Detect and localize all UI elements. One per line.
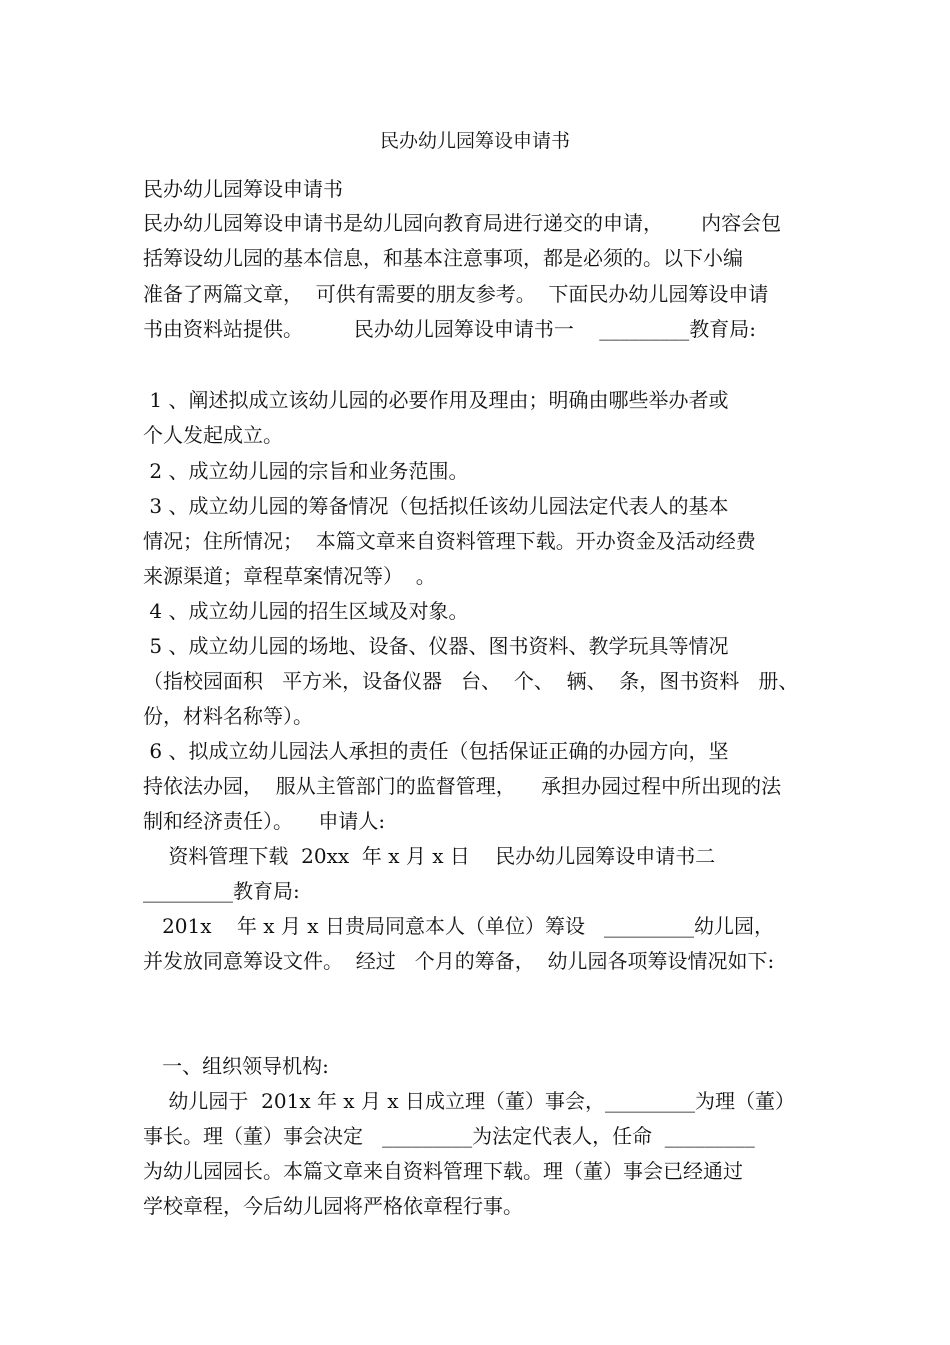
text-line: 民办幼儿园筹设申请书 xyxy=(143,177,343,201)
text-line: 事长。理（董）事会决定 _________为法定代表人，任命 _________ xyxy=(143,1124,755,1148)
text-line: 6 、拟成立幼儿园法人承担的责任（包括保证正确的办园方向，坚 xyxy=(143,739,729,763)
text-line: 书由资料站提供。 民办幼儿园筹设申请书一 _________教育局: xyxy=(143,317,757,341)
text-line: 幼儿园于 201x 年 x 月 x 日成立理（董）事会，_________为理（董） xyxy=(143,1089,795,1113)
text-line: 持依法办园， 服从主管部门的监督管理， 承担办园过程中所出现的法 xyxy=(143,774,782,798)
text-line: 括筹设幼儿园的基本信息，和基本注意事项，都是必须的。以下小编 xyxy=(143,246,743,270)
document-title: 民办幼儿园筹设申请书 xyxy=(379,130,570,152)
text-line: 1 、阐述拟成立该幼儿园的必要作用及理由；明确由哪些举办者或 xyxy=(143,388,729,412)
text-line: 5 、成立幼儿园的场地、设备、仪器、图书资料、教学玩具等情况 xyxy=(143,634,729,658)
section-heading: 一、组织领导机构: xyxy=(143,1054,329,1078)
text-line: 准备了两篇文章， 可供有需要的朋友参考。 下面民办幼儿园筹设申请 xyxy=(143,282,769,306)
text-line: 并发放同意筹设文件。 经过 个月的筹备， 幼儿园各项筹设情况如下: xyxy=(143,949,775,973)
text-line: （指校园面积 平方米，设备仪器 台、 个、 辆、 条，图书资料 册、 xyxy=(143,669,799,693)
text-line: 民办幼儿园筹设申请书是幼儿园向教育局进行递交的申请， 内容会包 xyxy=(143,211,782,235)
text-line: 2 、成立幼儿园的宗旨和业务范围。 xyxy=(143,459,469,483)
text-line: 4 、成立幼儿园的招生区域及对象。 xyxy=(143,599,469,623)
text-line: 制和经济责任）。 申请人: xyxy=(143,809,386,833)
text-line: 份，材料名称等）。 xyxy=(143,704,313,728)
text-line: 学校章程，今后幼儿园将严格依章程行事。 xyxy=(143,1194,523,1218)
text-line: 来源渠道；章程草案情况等） 。 xyxy=(143,564,436,588)
text-line: _________教育局: xyxy=(143,879,300,903)
text-line: 201x 年 x 月 x 日贵局同意本人（单位）筹设 _________幼儿园， xyxy=(143,914,775,938)
text-line: 情况；住所情况； 本篇文章来自资料管理下载。开办资金及活动经费 xyxy=(143,529,756,553)
text-line: 资料管理下载 20xx 年 x 月 x 日 民办幼儿园筹设申请书二 xyxy=(143,844,716,868)
text-line: 个人发起成立。 xyxy=(143,423,283,447)
text-line: 为幼儿园园长。本篇文章来自资料管理下载。理（董）事会已经通过 xyxy=(143,1159,743,1183)
text-line: 3 、成立幼儿园的筹备情况（包括拟任该幼儿园法定代表人的基本 xyxy=(143,494,729,518)
